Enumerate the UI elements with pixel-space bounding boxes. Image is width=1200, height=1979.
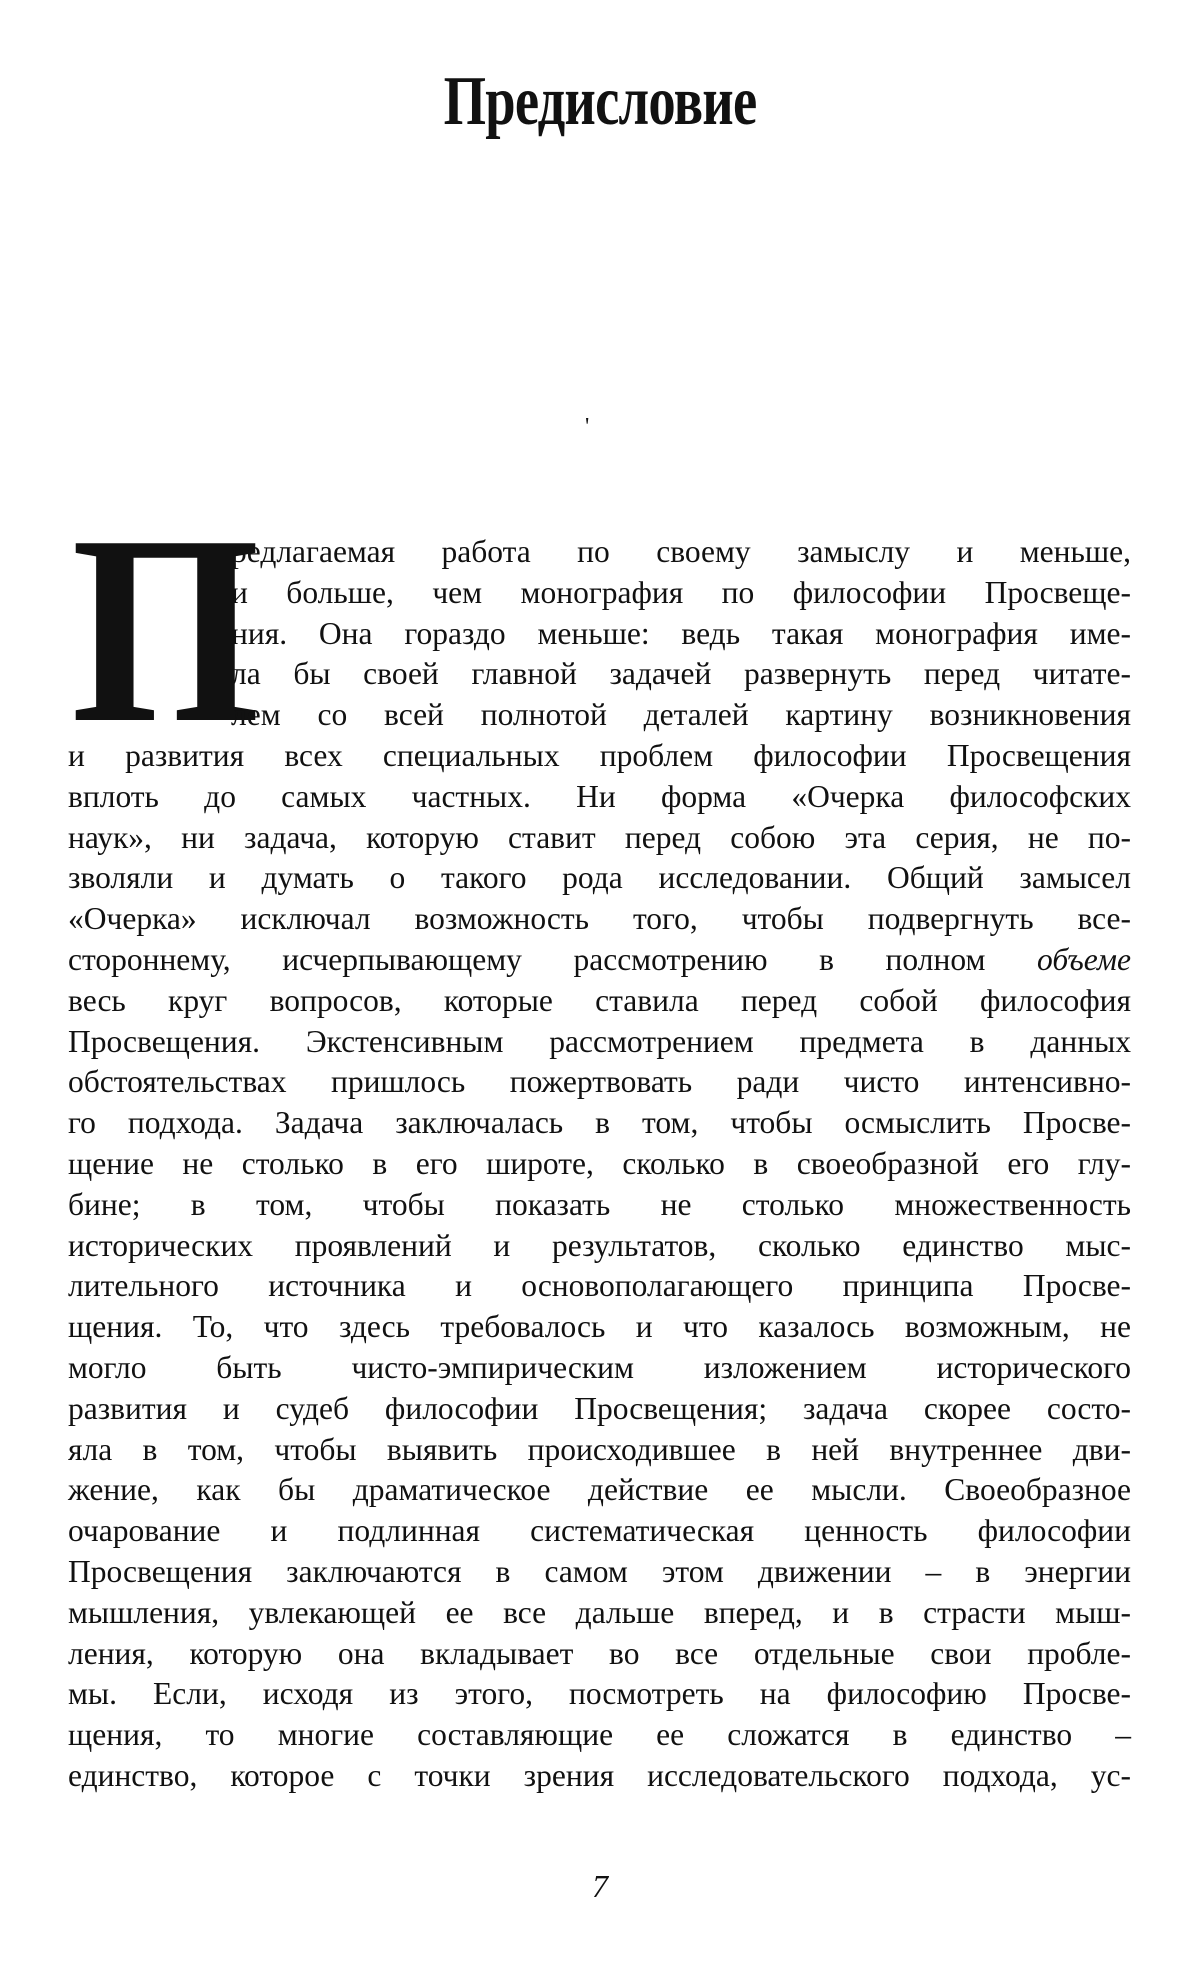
text-line: единство, которое с точки зрения исследовательского подхода, ус- [68, 1757, 1131, 1793]
text-line: и больше, чем монография по философии Просвеще- [231, 574, 1131, 610]
text-line: лительного источника и основополагающего принципа Просве- [68, 1268, 1131, 1304]
text-line: исторических проявлений и результатов, сколько единство мыс- [68, 1227, 1131, 1263]
stray-mark: ' [585, 414, 590, 440]
text-line-with-italic [68, 940, 1131, 981]
text-line: Просвещения. Экстенсивным рассмотрением предмета в данных [68, 1023, 1131, 1059]
text-line: «Очерка» исключал возможность того, чтобы подвергнуть все- [68, 901, 1131, 937]
body-text [68, 532, 1131, 1797]
text-line: жение, как бы драматическое действие ее мысли. Своеобразное [68, 1472, 1131, 1508]
text-line: яла в том, чтобы выявить происходившее в ней внутреннее дви- [68, 1431, 1131, 1467]
text-line: ла бы своей главной задачей развернуть перед читате- [231, 656, 1131, 692]
text-line: весь круг вопросов, которые ставила перед собой философия [68, 982, 1131, 1018]
text-line: мы. Если, исходя из этого, посмотреть на философию Просве- [68, 1676, 1131, 1712]
text-line: обстоятельствах пришлось пожертвовать ради чисто интенсивно- [68, 1064, 1131, 1100]
text-line: очарование и подлинная систематическая ценность философии [68, 1513, 1131, 1549]
text-line: щения. То, что здесь требовалось и что казалось возможным, не [68, 1309, 1131, 1345]
text-line-part: стороннему, исчерпывающему рассмотрению в полном [68, 941, 986, 977]
text-line: бине; в том, чтобы показать не столько множественность [68, 1186, 1131, 1222]
text-line: мышления, увлекающей ее все дальше вперед, и в страсти мыш- [68, 1594, 1131, 1630]
text-line: го подхода. Задача заключалась в том, чтобы осмыслить Просве- [68, 1105, 1131, 1141]
text-line: редлагаемая работа по своему замыслу и меньше, [231, 534, 1131, 569]
text-line: Просвещения заключаются в самом этом движении – в энергии [68, 1553, 1131, 1589]
text-line: вплоть до самых частных. Ни форма «Очерка философских [68, 778, 1131, 814]
text-line: щения, то многие составляющие ее сложатся в единство – [68, 1717, 1131, 1753]
text-line: развития и судеб философии Просвещения; задача скорее состо- [68, 1390, 1131, 1426]
text-line: ления, которую она вкладывает во все отдельные свои пробле- [68, 1635, 1131, 1671]
text-line: щение не столько в его широте, сколько в своеобразной его глу- [68, 1145, 1131, 1181]
italic-word: объеме [1036, 941, 1132, 977]
drop-cap-letter: П [71, 480, 261, 779]
text-line: и развития всех специальных проблем философии Просвещения [68, 737, 1131, 773]
text-line: ния. Она гораздо меньше: ведь такая монография име- [231, 615, 1131, 651]
page-title: Предисловие [443, 63, 757, 140]
text-line: зволяли и думать о такого рода исследовании. Общий замысел [68, 860, 1131, 896]
text-line: лем со всей полнотой деталей картину возникновения [231, 697, 1131, 733]
text-line: могло быть чисто-эмпирическим изложением исторического [68, 1349, 1131, 1385]
text-line: наук», ни задача, которую ставит перед собою эта серия, не по- [68, 819, 1131, 855]
page-number: 7 [592, 1868, 608, 1904]
